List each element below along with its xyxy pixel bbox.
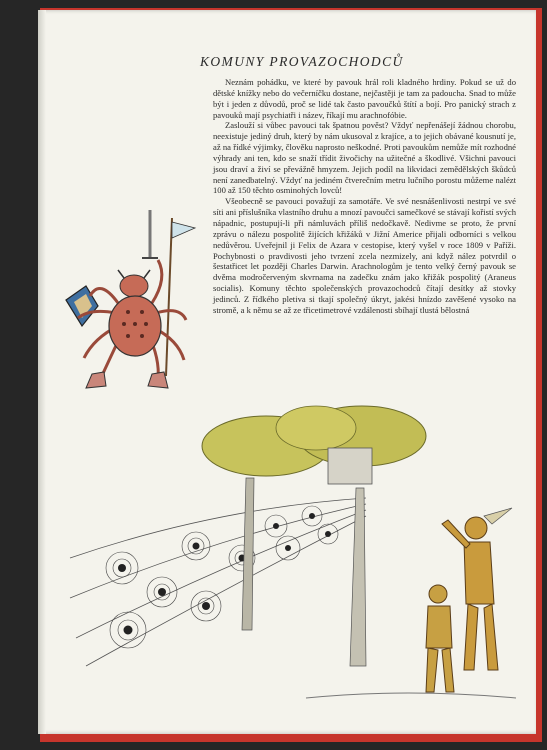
paragraph-3: Všeobecně se pavouci považují za samotáře. Ve své nesnášenlivosti nestrpí ve své síti ani příslušníka vlastního druhu a mnozí pavoučci samečkové se stávají kořistí svých nápadnic, postupují-li při námluvách příliš nedočkavě. Nedivme se proto, že první zprávu o nálezu pospolitě žijících křižáků v Jižní Americe přijali odborníci s velkou nedůvěrou. Uveřejnil ji Felix de Azara v cestopise, který vyšel v roce 1809 v Paříži. Pochybnosti o pravdivosti jeho tvrzení zcela nezmizely, ani když nález potvrdil o šestatřicet let později Charles Darwin. Arachnologům je tento velký černý pavouk se dvěma modročerveným skvrnama na zadečku znám jako křižák pospolitý (Araneus socialis). Komuny těchto společenských provazochodců čítají desítky až stovky jedinců. Z řídkého pletiva si tkají společný úkryt, jakési hnízdo zavěšené vysoko na stromě, a k němu se až ze třicetimetrové vzdálenosti sbíhají tlustá bělostná: [213, 196, 516, 315]
spider-colony-scene-illustration: [66, 398, 526, 708]
page-gutter: [38, 10, 46, 734]
spider-knight-illustration: [60, 208, 205, 393]
chapter-title: KOMUNY PROVAZOCHODCŮ: [200, 54, 404, 69]
paragraph-1: Neznám pohádku, ve které by pavouk hrál roli kladného hrdiny. Pokud se už do dětské knížky nebo do večerníčku dostane, nejčastěji je tam za padoucha. Snad to může být i jeden z důvodů, proč se lidé tak často pavoučků štítí a bojí. Pro panický strach z pavouků mají psychiatři i název, říkají mu arachnofóbie.: [213, 77, 516, 120]
body-text: [213, 77, 516, 316]
paragraph-2: Zaslouží si vůbec pavouci tak špatnou pověst? Vždyť nepřenášejí žádnou chorobu, neexistuje jediný druh, který by nám ukusoval z krajíce, a to jejich obávané kousnutí je, až na řídké výjimky, člověku naprosto neškodné. Proti pavoukům nemůže mít rozhodné výhrady ani ten, kdo se snaží třídit živočichy na užitečné a škodlivé. Všichni pavouci jsou draví a živí se převážně hmyzem. Jejich podíl na likvidaci zemědělských škůdců není zanedbatelný. Vždyť na jediném čtverečním metru lučního porostu můžeme nalézt 100 až 150 těchto osminohých lovců!: [213, 120, 516, 196]
